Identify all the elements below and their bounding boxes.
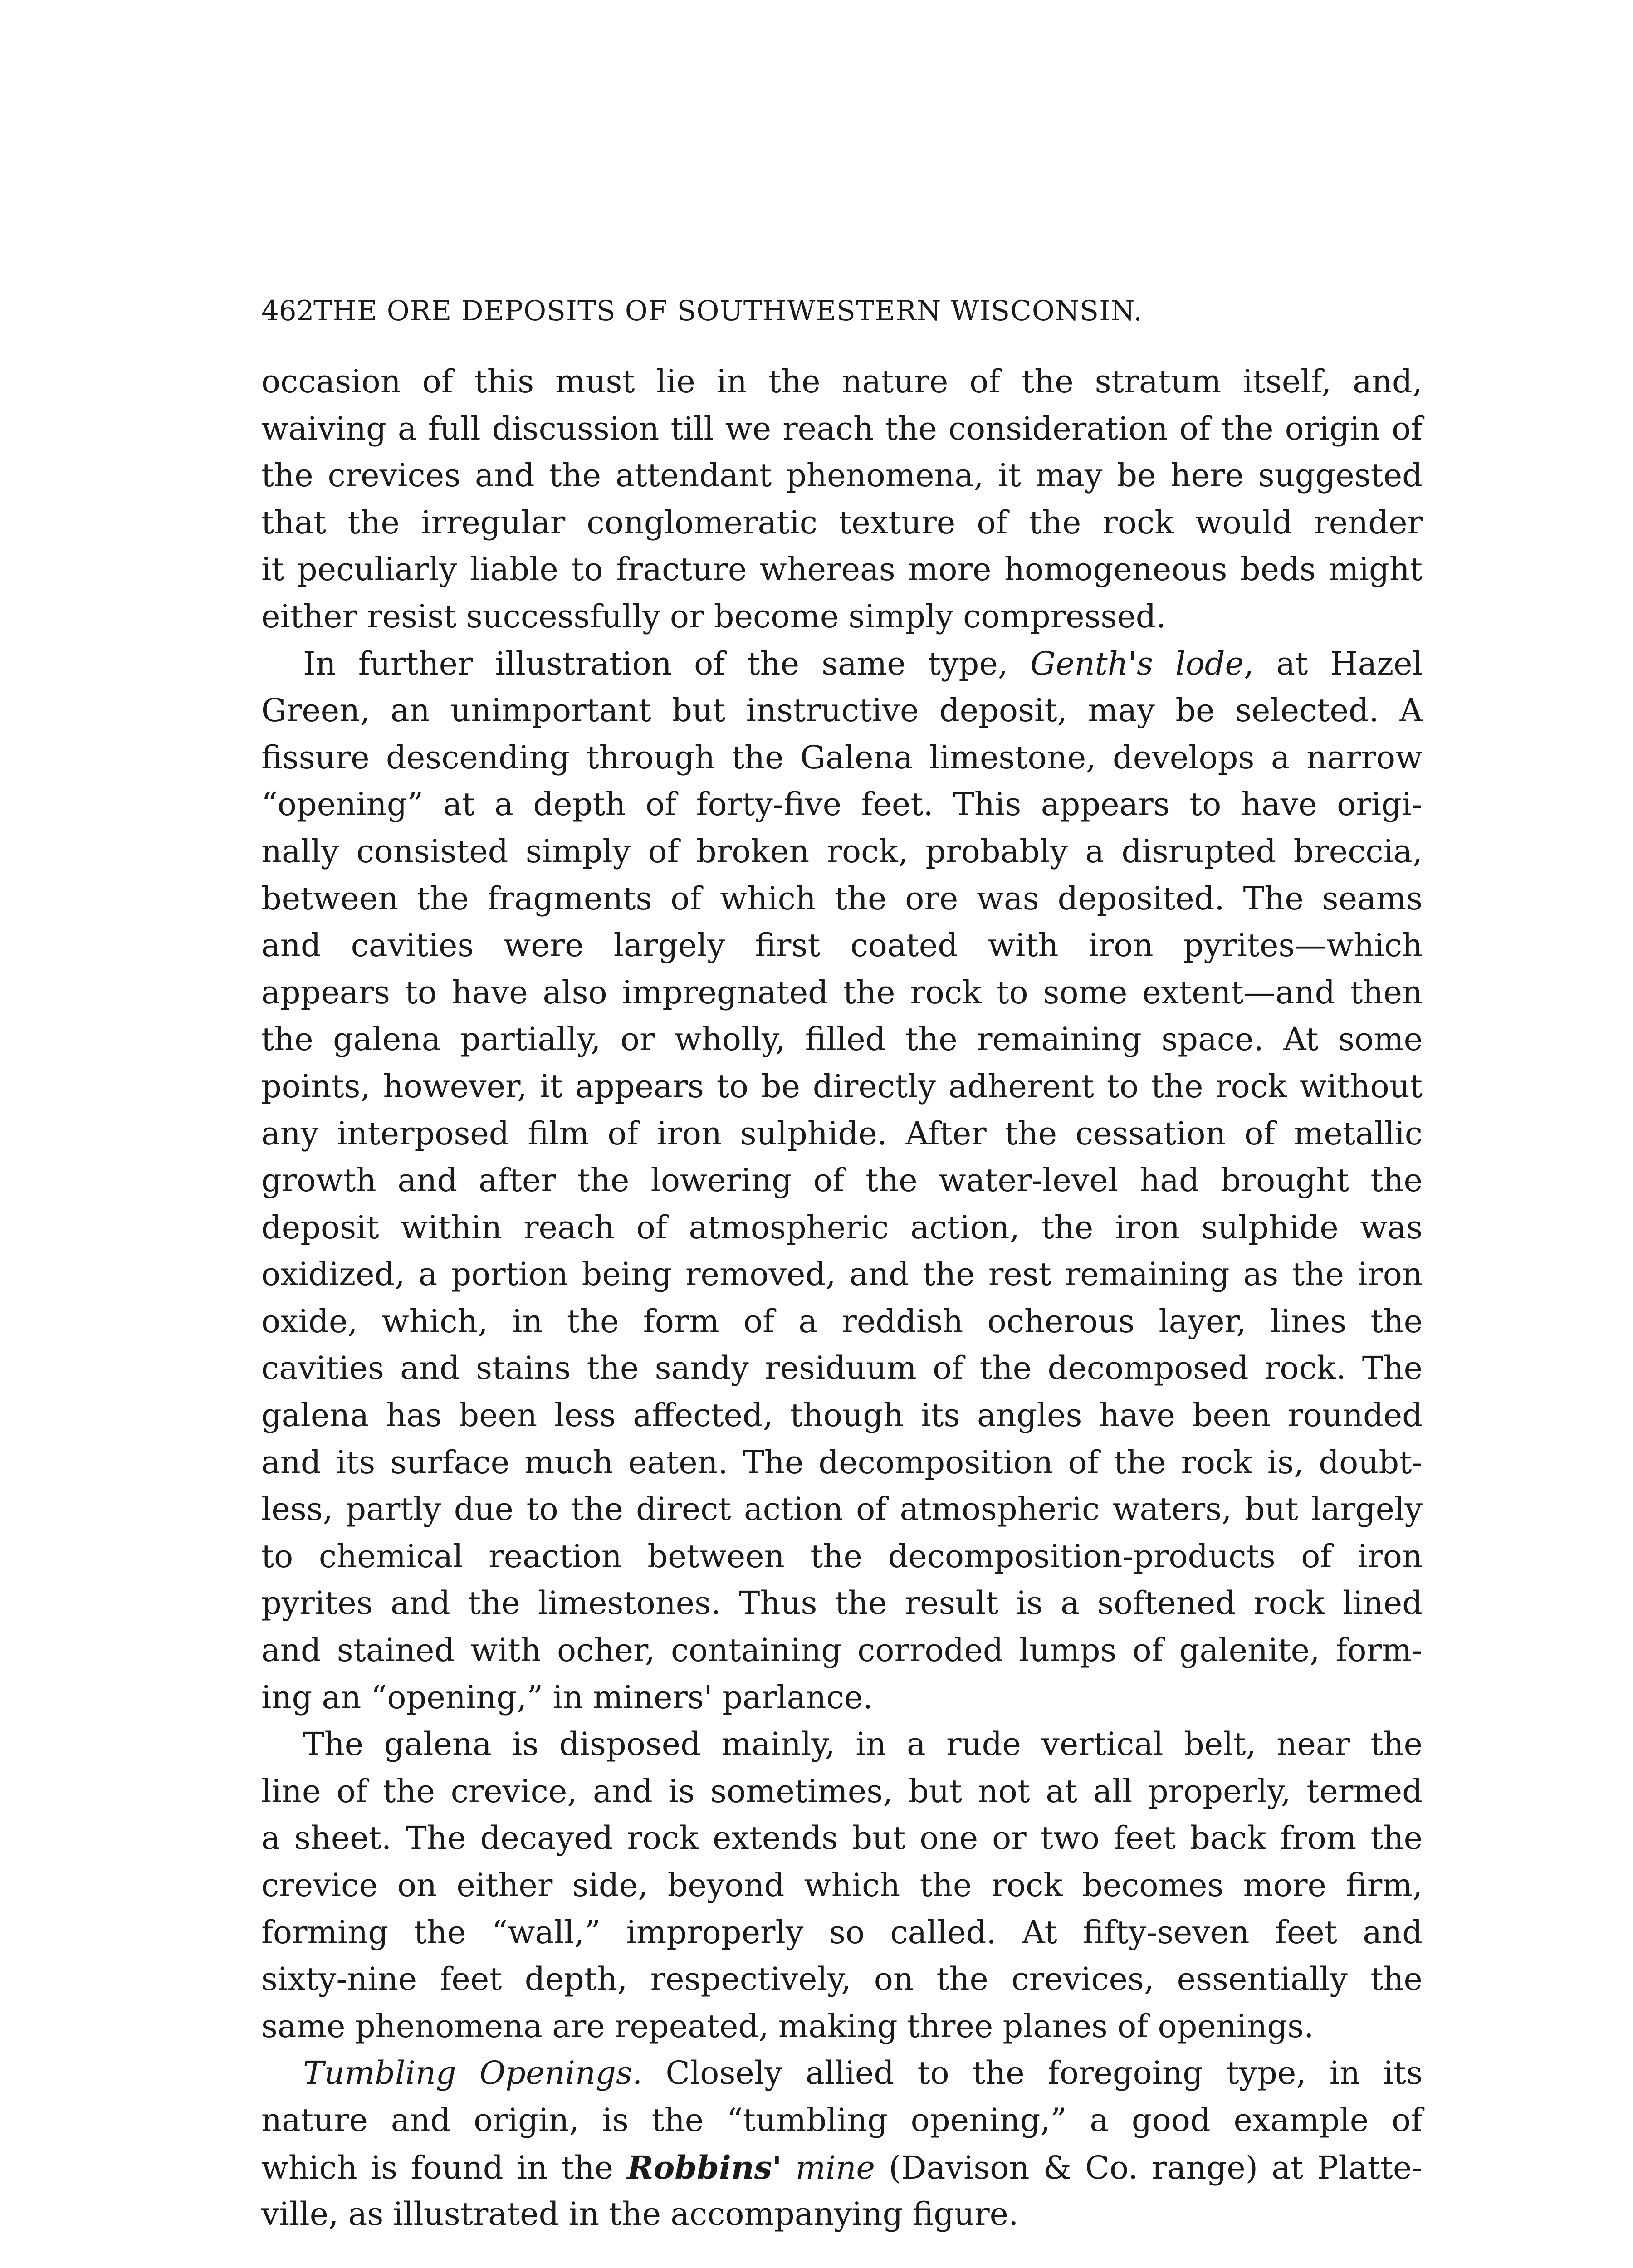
text-line <box>261 640 1423 688</box>
text-line: Green, an unimportant but instructive deposit, may be selected. A <box>261 692 1423 729</box>
text-line: fissure descending through the Galena limestone, develops a narrow <box>261 738 1423 776</box>
body-text <box>261 358 1423 2238</box>
text-line: pyrites and the limestones. Thus the result is a softened rock lined <box>261 1584 1423 1622</box>
text-line: same phenomena are repeated, making three planes of openings. <box>261 2007 1314 2045</box>
text-line: the crevices and the attendant phenomena, it may be here suggested <box>261 457 1423 494</box>
text-run: which is found in the <box>261 2149 627 2186</box>
text-line: and cavities were largely first coated with iron pyrites—which <box>261 927 1423 964</box>
text-line: waiving a full discussion till we reach the consideration of the origin of <box>261 410 1423 447</box>
text-line: points, however, it appears to be directly adherent to the rock without <box>261 1067 1423 1105</box>
text-line: growth and after the lowering of the water-level had brought the <box>261 1162 1423 1199</box>
page-number: 462 <box>261 295 314 327</box>
running-title: THE ORE DEPOSITS OF SOUTHWESTERN WISCONSIN. <box>313 295 1143 327</box>
text-line: forming the “wall,” improperly so called. At fifty-seven feet and <box>261 1913 1423 1951</box>
text-line: it peculiarly liable to fracture whereas more homogeneous beds might <box>261 551 1423 588</box>
text-line: sixty-nine feet depth, respectively, on the crevices, essentially the <box>261 1960 1423 1998</box>
text-run: In further illustration of the same type, <box>303 645 1031 682</box>
text-run: (Davison & Co. range) at Platte- <box>875 2149 1423 2186</box>
text-line: The galena is disposed mainly, in a rude vertical belt, near the <box>303 1725 1423 1763</box>
text-line: oxidized, a portion being removed, and the rest remaining as the iron <box>261 1256 1423 1293</box>
text-line: occasion of this must lie in the nature of the stratum itself, and, <box>261 363 1423 400</box>
text-line: the galena partially, or wholly, filled the remaining space. At some <box>261 1021 1423 1058</box>
paragraph-2 <box>261 640 1423 1721</box>
text-line: galena has been less affected, though its angles have been rounded <box>261 1397 1423 1434</box>
text-line: cavities and stains the sandy residuum of the decomposed rock. The <box>261 1349 1423 1387</box>
text-line: ville, as illustrated in the accompanying figure. <box>261 2195 1019 2233</box>
text-line: nature and origin, is the “tumbling opening,” a good example of <box>261 2101 1423 2139</box>
text-line: crevice on either side, beyond which the rock becomes more firm, <box>261 1867 1423 1904</box>
text-run: , at Hazel <box>1244 645 1423 682</box>
text-line: between the fragments of which the ore was deposited. The seams <box>261 880 1423 917</box>
text-line: ing an “opening,” in miners' parlance. <box>261 1678 873 1716</box>
paragraph-1 <box>261 358 1423 640</box>
text-line: nally consisted simply of broken rock, probably a disrupted breccia, <box>261 832 1423 870</box>
text-line: to chemical reaction between the decomposition-products of iron <box>261 1537 1423 1575</box>
text-line: oxide, which, in the form of a reddish ocherous layer, lines the <box>261 1302 1423 1340</box>
text-line: that the irregular conglomeratic texture of the rock would render <box>261 503 1423 541</box>
text-line: and stained with ocher, containing corroded lumps of galenite, form- <box>261 1632 1423 1669</box>
paragraph-4 <box>261 2050 1423 2238</box>
text-line: less, partly due to the direct action of atmospheric waters, but largely <box>261 1491 1423 1528</box>
text-run: Closely allied to the foregoing type, in its <box>642 2054 1423 2092</box>
text-line <box>261 2050 1423 2097</box>
text-line: any interposed film of iron sulphide. After the cessation of metallic <box>261 1114 1423 1152</box>
text-line: “opening” at a depth of forty-five feet. This appears to have origi- <box>261 786 1423 823</box>
text-line: and its surface much eaten. The decomposition of the rock is, doubt- <box>261 1443 1423 1481</box>
text-line: either resist successfully or become simply compressed. <box>261 597 1166 635</box>
italic-name: Genth's lode <box>1030 645 1244 682</box>
text-line: line of the crevice, and is sometimes, but not at all properly, termed <box>261 1772 1423 1810</box>
text-line: deposit within reach of atmospheric action, the iron sulphide was <box>261 1208 1423 1246</box>
text-line <box>261 2144 1423 2191</box>
running-head <box>261 293 1423 329</box>
text-line: appears to have also impregnated the rock to some extent—and then <box>261 973 1423 1011</box>
section-heading-italic: Tumbling Openings. <box>303 2054 643 2092</box>
text-line: a sheet. The decayed rock extends but one or two feet back from the <box>261 1819 1423 1857</box>
paragraph-3 <box>261 1721 1423 2050</box>
mine-name-bold-italic: Robbins' <box>627 2148 782 2186</box>
italic-word: mine <box>782 2149 875 2186</box>
